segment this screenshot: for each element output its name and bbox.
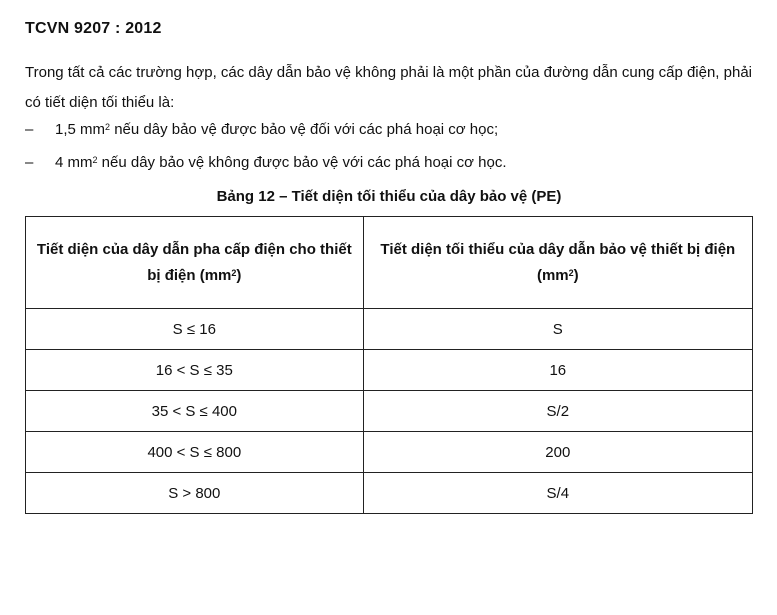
table-row [26, 309, 753, 350]
header-text: Tiết diện tối thiểu của dây dẫn bảo vệ thiết bị điện (mm [380, 240, 736, 284]
header-phase-conductor [26, 217, 364, 309]
bullet-text: nếu dây bảo vệ không được bảo vệ với các phá hoại cơ học. [97, 154, 507, 171]
intro-paragraph: Trong tất cả các trường hợp, các dây dẫn bảo vệ không phải là một phần của đường dẫn cung cấp điện, phải có tiết diện tối thiểu là: [25, 64, 753, 111]
header-superscript: 2 [568, 267, 574, 278]
bullet-superscript: 2 [105, 122, 111, 132]
header-close: ) [236, 266, 242, 284]
header-superscript: 2 [231, 267, 237, 278]
header-close: ) [573, 266, 579, 284]
cell-phase-range: 400 < S ≤ 800 [26, 432, 364, 473]
table-caption: Bảng 12 – Tiết diện tối thiểu của dây bảo vệ (PE) [216, 188, 562, 205]
bullet-superscript: 2 [92, 155, 98, 165]
cell-phase-range: 35 < S ≤ 400 [26, 391, 364, 432]
bullet-value: 4 mm [55, 154, 93, 171]
table-row [26, 391, 753, 432]
cell-pe-min: S [363, 309, 752, 350]
cell-pe-min: S/4 [363, 473, 752, 514]
cell-pe-min: S/2 [363, 391, 752, 432]
header-protective-conductor [363, 217, 752, 309]
table-row [26, 432, 753, 473]
bullet-text: nếu dây bảo vệ được bảo vệ đối với các phá hoại cơ học; [110, 121, 499, 138]
cell-pe-min: 16 [363, 350, 752, 391]
header-text: Tiết diện của dây dẫn pha cấp điện cho thiết bị điện (mm [36, 240, 352, 284]
cell-pe-min: 200 [363, 432, 752, 473]
bullet-dash: – [25, 121, 34, 138]
bullet-value: 1,5 mm [55, 121, 106, 138]
pe-cross-section-table [25, 216, 753, 514]
table-row [26, 473, 753, 514]
standard-code: TCVN 9207 : 2012 [25, 20, 162, 37]
cell-phase-range: S > 800 [26, 473, 364, 514]
table-header-row [26, 217, 753, 309]
cell-phase-range: 16 < S ≤ 35 [26, 350, 364, 391]
bullet-item [25, 120, 498, 140]
bullet-dash: – [25, 154, 34, 171]
table-row [26, 350, 753, 391]
bullet-item [25, 153, 507, 173]
cell-phase-range: S ≤ 16 [26, 309, 364, 350]
